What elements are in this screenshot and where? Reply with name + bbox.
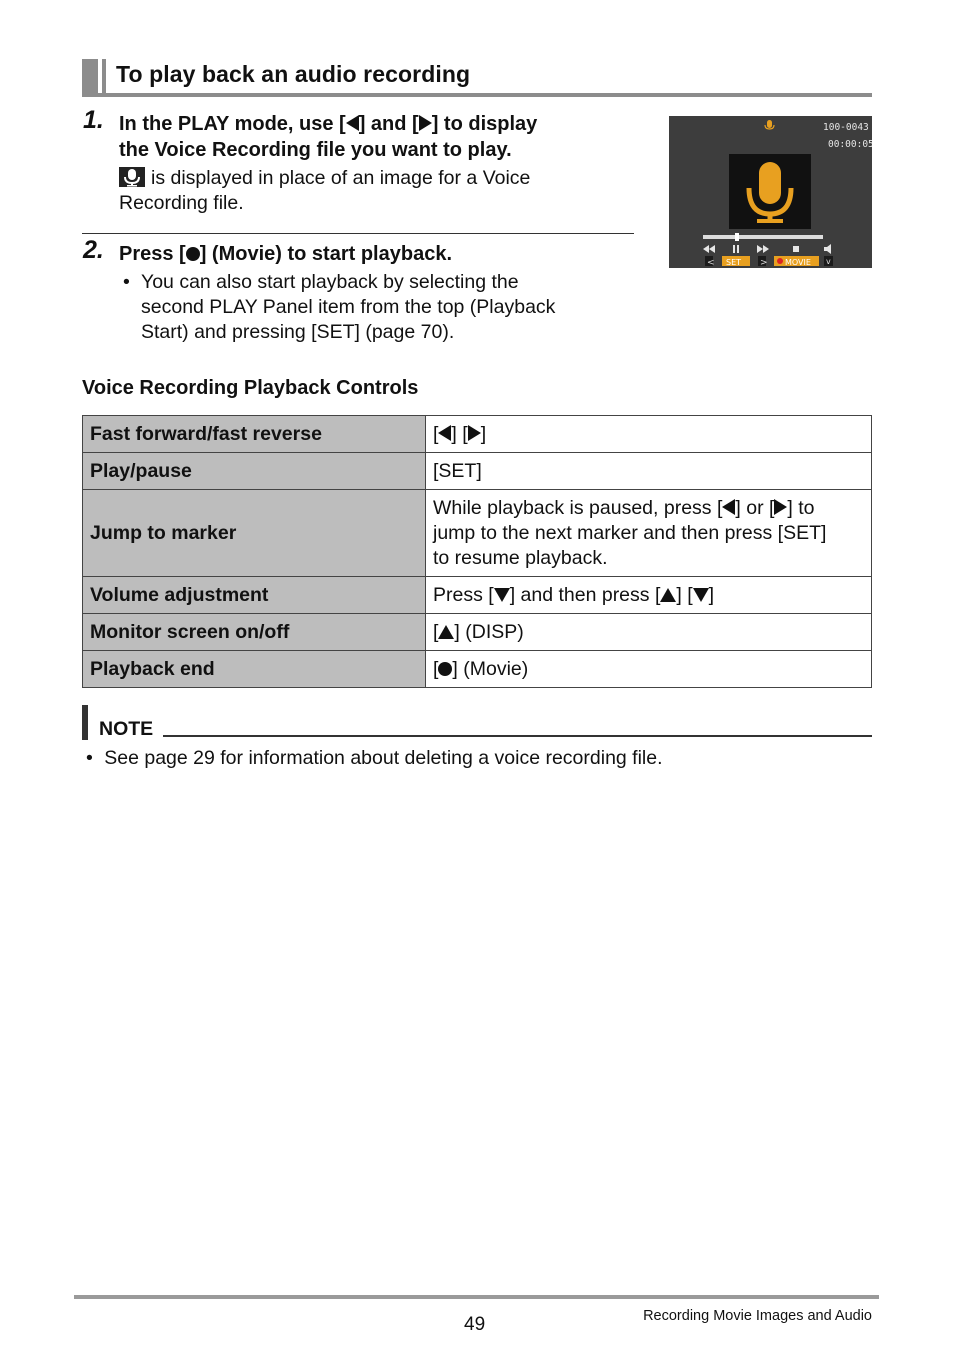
step-2-bullet-line3: Start) and pressing [SET] (page 70).	[141, 321, 455, 343]
step-divider	[82, 233, 634, 234]
voice-recording-icon	[119, 167, 145, 187]
note-rule	[163, 735, 872, 737]
heading-rule	[82, 93, 872, 97]
camera-screen-illustration	[669, 116, 872, 268]
down-arrow-icon	[494, 588, 510, 602]
step-1-heading	[119, 111, 629, 163]
control-name: Playback end	[83, 651, 426, 688]
step-2-bullet-line2: second PLAY Panel item from the top (Playback	[141, 296, 556, 318]
step-1-number: 1.	[83, 106, 104, 134]
table-row	[83, 577, 872, 614]
down-arrow-icon	[693, 588, 709, 602]
up-arrow-icon	[438, 625, 454, 639]
value-text: ] to	[787, 496, 815, 519]
movie-button-icon	[438, 662, 452, 676]
step-1-heading-b: ] and [	[358, 113, 419, 135]
table-row	[83, 651, 872, 688]
value-text: jump to the next marker and then press [SET]	[433, 521, 827, 544]
right-arrow-icon	[468, 425, 481, 441]
lcd-file-number: 100-0043	[823, 122, 869, 133]
value-text: to resume playback.	[433, 546, 608, 569]
value-text: (Movie)	[463, 657, 529, 680]
note-label: NOTE	[99, 718, 154, 740]
section-title: To play back an audio recording	[116, 61, 471, 87]
value-text: Press [	[433, 583, 494, 606]
table-row	[83, 614, 872, 651]
table-row	[83, 416, 872, 453]
lcd-set-label: SET	[726, 258, 742, 267]
page-number: 49	[464, 1314, 486, 1335]
control-value: [ ] (DISP)	[426, 614, 872, 651]
step-1-desc-line2: Recording file.	[119, 192, 244, 214]
control-value: [ ] (Movie)	[426, 651, 872, 688]
note-bar	[82, 705, 88, 740]
control-name: Jump to marker	[83, 490, 426, 577]
section-heading	[82, 59, 872, 97]
step-1-heading-line2: the Voice Recording file you want to play.	[119, 139, 512, 161]
chapter-title: Recording Movie Images and Audio	[643, 1308, 872, 1324]
left-arrow-icon	[346, 115, 359, 131]
value-text: While playback is paused, press [	[433, 496, 723, 519]
control-value: [ ] [ ]	[426, 416, 872, 453]
value-text: ] or [	[735, 496, 775, 519]
bullet-mark: •	[123, 271, 130, 293]
heading-bar-thin	[102, 59, 106, 93]
footer-rule	[74, 1295, 879, 1299]
lcd-time: 00:00:05	[828, 139, 872, 150]
control-value: Press [ ] and then press [ ] [ ]	[426, 577, 872, 614]
control-name: Play/pause	[83, 453, 426, 490]
left-arrow-icon	[438, 425, 451, 441]
step-2-number: 2.	[83, 236, 104, 264]
step-2-bullet-line1: You can also start playback by selecting the	[141, 271, 519, 293]
svg-text:v: v	[826, 257, 831, 266]
left-arrow-icon	[722, 499, 735, 515]
control-value: [SET]	[426, 453, 872, 490]
heading-bar	[82, 59, 98, 93]
value-text: ] and then press [	[509, 583, 661, 606]
table-row	[83, 453, 872, 490]
control-name: Volume adjustment	[83, 577, 426, 614]
step-2-heading	[119, 241, 629, 267]
right-arrow-icon	[419, 115, 432, 131]
step-2-heading-a: Press [	[119, 243, 186, 265]
control-value	[426, 490, 872, 577]
lcd-movie-label: MOVIE	[785, 258, 811, 267]
table-row	[83, 490, 872, 577]
controls-table	[82, 415, 872, 688]
step-1-heading-c: ] to display	[431, 113, 538, 135]
controls-title: Voice Recording Playback Controls	[82, 377, 419, 399]
step-1-description	[119, 166, 629, 216]
control-name: Fast forward/fast reverse	[83, 416, 426, 453]
movie-button-icon	[186, 247, 200, 261]
bullet-mark: •	[86, 747, 93, 769]
step-1-desc-line1: is displayed in place of an image for a Voice	[151, 167, 531, 189]
value-text: ] [	[676, 583, 693, 606]
step-1-heading-a: In the PLAY mode, use [	[119, 113, 346, 135]
right-arrow-icon	[774, 499, 787, 515]
control-name: Monitor screen on/off	[83, 614, 426, 651]
step-2-bullet	[123, 270, 633, 345]
step-2-heading-b: ] (Movie) to start playback.	[199, 243, 452, 265]
svg-text:<: <	[707, 258, 715, 268]
note-item	[86, 746, 866, 771]
up-arrow-icon	[660, 588, 676, 602]
svg-text:>: >	[760, 258, 768, 268]
value-text: (DISP)	[465, 620, 524, 643]
note-text: See page 29 for information about deleting a voice recording file.	[104, 747, 663, 769]
